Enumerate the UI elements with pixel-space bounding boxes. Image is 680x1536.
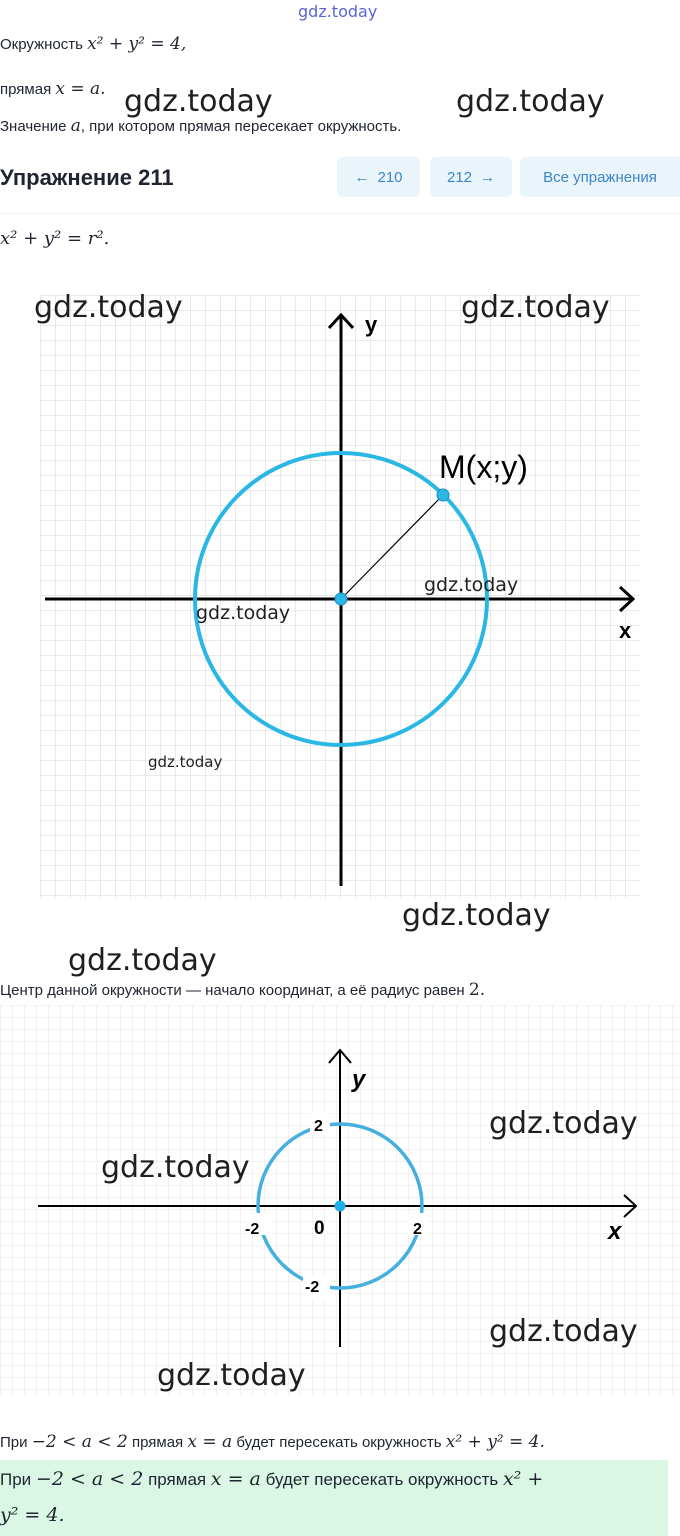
result-circle-eq: x² + y² = 4. [445, 1432, 545, 1452]
point-m-label: M(x;y) [439, 449, 528, 485]
prev-exercise-label: 210 [377, 168, 403, 186]
result-inequality: −2 < a < 2 [31, 1432, 128, 1452]
watermark-13: gdz.today [157, 1358, 306, 1393]
answer-inequality: −2 < a < 2 [35, 1468, 144, 1490]
watermark-6: gdz.today [196, 602, 291, 624]
tick-neg-y: -2 [305, 1279, 320, 1296]
watermark-4: gdz.today [461, 290, 610, 325]
watermark-7: gdz.today [148, 753, 223, 771]
result-line-eq: x = a [187, 1432, 233, 1452]
y-axis-label-2: y [352, 1066, 366, 1093]
answer-line-eq: x = a [210, 1468, 261, 1490]
site-logo-watermark: gdz.today [298, 2, 378, 21]
answer-box [0, 1460, 668, 1536]
formula-circle-equation: x² + y² = r². [0, 228, 110, 249]
prev-line3-pre: Значение [0, 118, 67, 135]
watermark-11: gdz.today [101, 1150, 250, 1185]
tick-neg-x: -2 [245, 1221, 260, 1238]
y-axis-label-1: y [365, 312, 378, 337]
origin-point-1 [335, 593, 347, 605]
center-text-pre: Центр данной окружности — начало координат, а её радиус равен [0, 982, 465, 999]
all-exercises-button[interactable] [520, 157, 680, 197]
prev-line1-formula: x² + y² = 4, [87, 34, 187, 54]
answer-line-2: y² = 4. [0, 1504, 65, 1526]
prev-line1-label: Окружность [0, 36, 83, 53]
tick-pos-x: 2 [413, 1221, 422, 1238]
arrow-right-icon: → [480, 168, 496, 186]
answer-mid: прямая [148, 1470, 207, 1489]
all-exercises-label: Все упражнения [543, 168, 657, 186]
center-radius-text [0, 980, 485, 1001]
watermark-12: gdz.today [489, 1314, 638, 1349]
result-mid: прямая [131, 1434, 184, 1451]
watermark-8: gdz.today [402, 898, 551, 933]
tick-pos-y: 2 [314, 1118, 323, 1135]
prev-exercise-button[interactable] [337, 157, 420, 197]
answer-formula-a: x² + [502, 1468, 544, 1490]
result-post: будет пересекать окружность [236, 1434, 442, 1451]
origin-label-2: 0 [314, 1218, 325, 1239]
answer-post: будет пересекать окружность [265, 1470, 499, 1489]
result-text [0, 1432, 545, 1453]
watermark-2: gdz.today [456, 84, 605, 119]
next-exercise-label: 212 [446, 168, 473, 186]
watermark-9: gdz.today [68, 943, 217, 978]
next-exercise-button[interactable] [430, 157, 512, 197]
arrow-left-icon: ← [354, 168, 370, 186]
exercise-title: Упражнение 211 [0, 165, 174, 190]
answer-pre: При [0, 1470, 32, 1489]
origin-point-2 [335, 1201, 346, 1212]
watermark-1: gdz.today [124, 84, 273, 119]
point-m [437, 489, 449, 501]
x-axis-label-2: x [608, 1218, 622, 1245]
prev-line3-post: , при котором прямая пересекает окружность. [80, 118, 402, 135]
center-text-num: 2. [468, 980, 486, 1000]
answer-line-1 [0, 1468, 543, 1491]
prev-line-1 [0, 34, 186, 55]
result-pre: При [0, 1434, 28, 1451]
prev-line-3 [0, 116, 401, 137]
watermark-5: gdz.today [424, 574, 519, 596]
figure-circle-radius [0, 280, 680, 920]
prev-line3-var: a [70, 116, 81, 136]
x-axis-label-1: x [619, 618, 632, 643]
header-divider [0, 213, 680, 214]
prev-line2-formula: x = a. [55, 79, 106, 99]
watermark-10: gdz.today [489, 1106, 638, 1141]
watermark-3: gdz.today [34, 290, 183, 325]
prev-line2-label: прямая [0, 81, 52, 98]
prev-line-2 [0, 79, 106, 100]
